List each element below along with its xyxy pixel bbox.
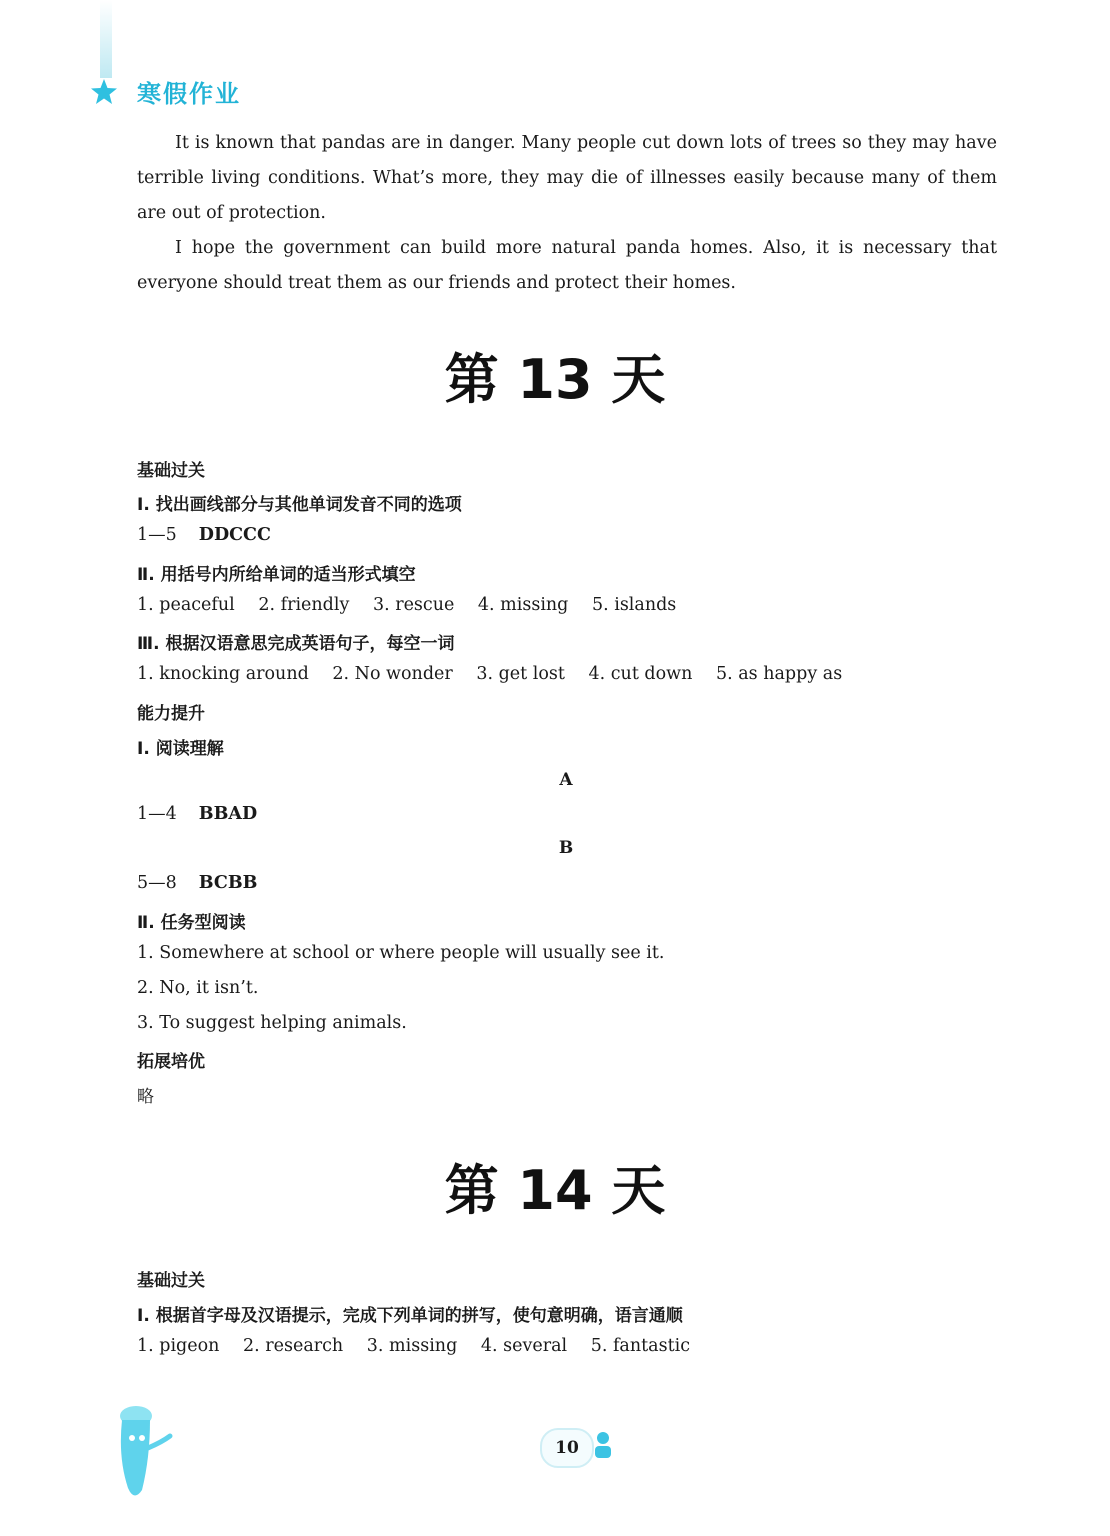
reading-b-label: B [558,838,574,858]
star-icon [90,78,118,106]
part2-heading: Ⅱ. 用括号内所给单词的适当形式填空 [137,565,416,585]
answer-item: 5. fantastic [590,1336,691,1356]
answer-item: 3. missing [366,1336,458,1356]
reading-b-answer-line [137,873,257,893]
task-answer-3: 3. To suggest helping animals. [137,1013,407,1033]
answer-item: 1. knocking around [137,664,309,684]
part2-answer-line [137,595,694,615]
section-extend-heading: 拓展培优 [137,1052,205,1072]
answer-item: 4. several [480,1336,568,1356]
day-13-title: 第 13 天 [444,348,666,411]
day-14-title: 第 14 天 [444,1159,666,1222]
task-answer-1: 1. Somewhere at school or where people will usually see it. [137,943,665,963]
answer-item: 2. No wonder [332,664,453,684]
intro-paragraph-1: It is known that pandas are in danger. Many people cut down lots of trees so they may have terrible living conditions. What’s more, they may die of illnesses easily because many of them are out of protection. [137,133,997,223]
answer-item: 3. rescue [372,595,455,615]
part3-heading: Ⅲ. 根据汉语意思完成英语句子，每空一词 [137,634,455,654]
part1-range: 1—5 [137,525,177,545]
section-basic-heading: 基础过关 [137,461,205,481]
part1-answer-line [137,1336,708,1356]
part1-heading: Ⅰ. 找出画线部分与其他单词发音不同的选项 [137,495,462,515]
reading-b-range: 5—8 [137,873,177,893]
answer-item: 2. friendly [258,595,350,615]
answer-item: 3. get lost [476,664,565,684]
reading-a-answer-line [137,804,257,824]
extend-answer: 略 [137,1087,154,1107]
header-title: 寒假作业 [137,80,241,108]
answer-item: 4. cut down [588,664,693,684]
reading-a-range: 1—4 [137,804,177,824]
task-heading: Ⅱ. 任务型阅读 [137,913,246,933]
answer-item: 4. missing [477,595,569,615]
part1-heading: Ⅰ. 根据首字母及汉语提示，完成下列单词的拼写，使句意明确，语言通顺 [137,1306,683,1326]
answer-item: 5. as happy as [715,664,843,684]
answer-item: 5. islands [591,595,677,615]
reading-b-answers: BCBB [198,873,258,893]
answer-item: 1. peaceful [137,595,235,615]
reading-heading: Ⅰ. 阅读理解 [137,739,224,759]
intro-paragraph-2: I hope the government can build more natural panda homes. Also, it is necessary that everyone should treat them as our friends and protect their homes. [137,238,997,293]
pencil-mascot-icon [104,1398,184,1508]
task-answer-2: 2. No, it isn’t. [137,978,259,998]
page-decoration-icon [592,1430,614,1462]
section-ability-heading: 能力提升 [137,704,205,724]
header-decoration-line [100,0,112,78]
section-basic-heading: 基础过关 [137,1271,205,1291]
answer-item: 1. pigeon [137,1336,220,1356]
reading-a-label: A [559,770,573,790]
page-number: 10 [540,1428,594,1468]
answer-item: 2. research [243,1336,344,1356]
reading-a-answers: BBAD [198,804,258,824]
part1-answer-line [137,525,271,545]
part1-answers: DDCCC [198,525,271,545]
part3-answer-line [137,664,860,684]
